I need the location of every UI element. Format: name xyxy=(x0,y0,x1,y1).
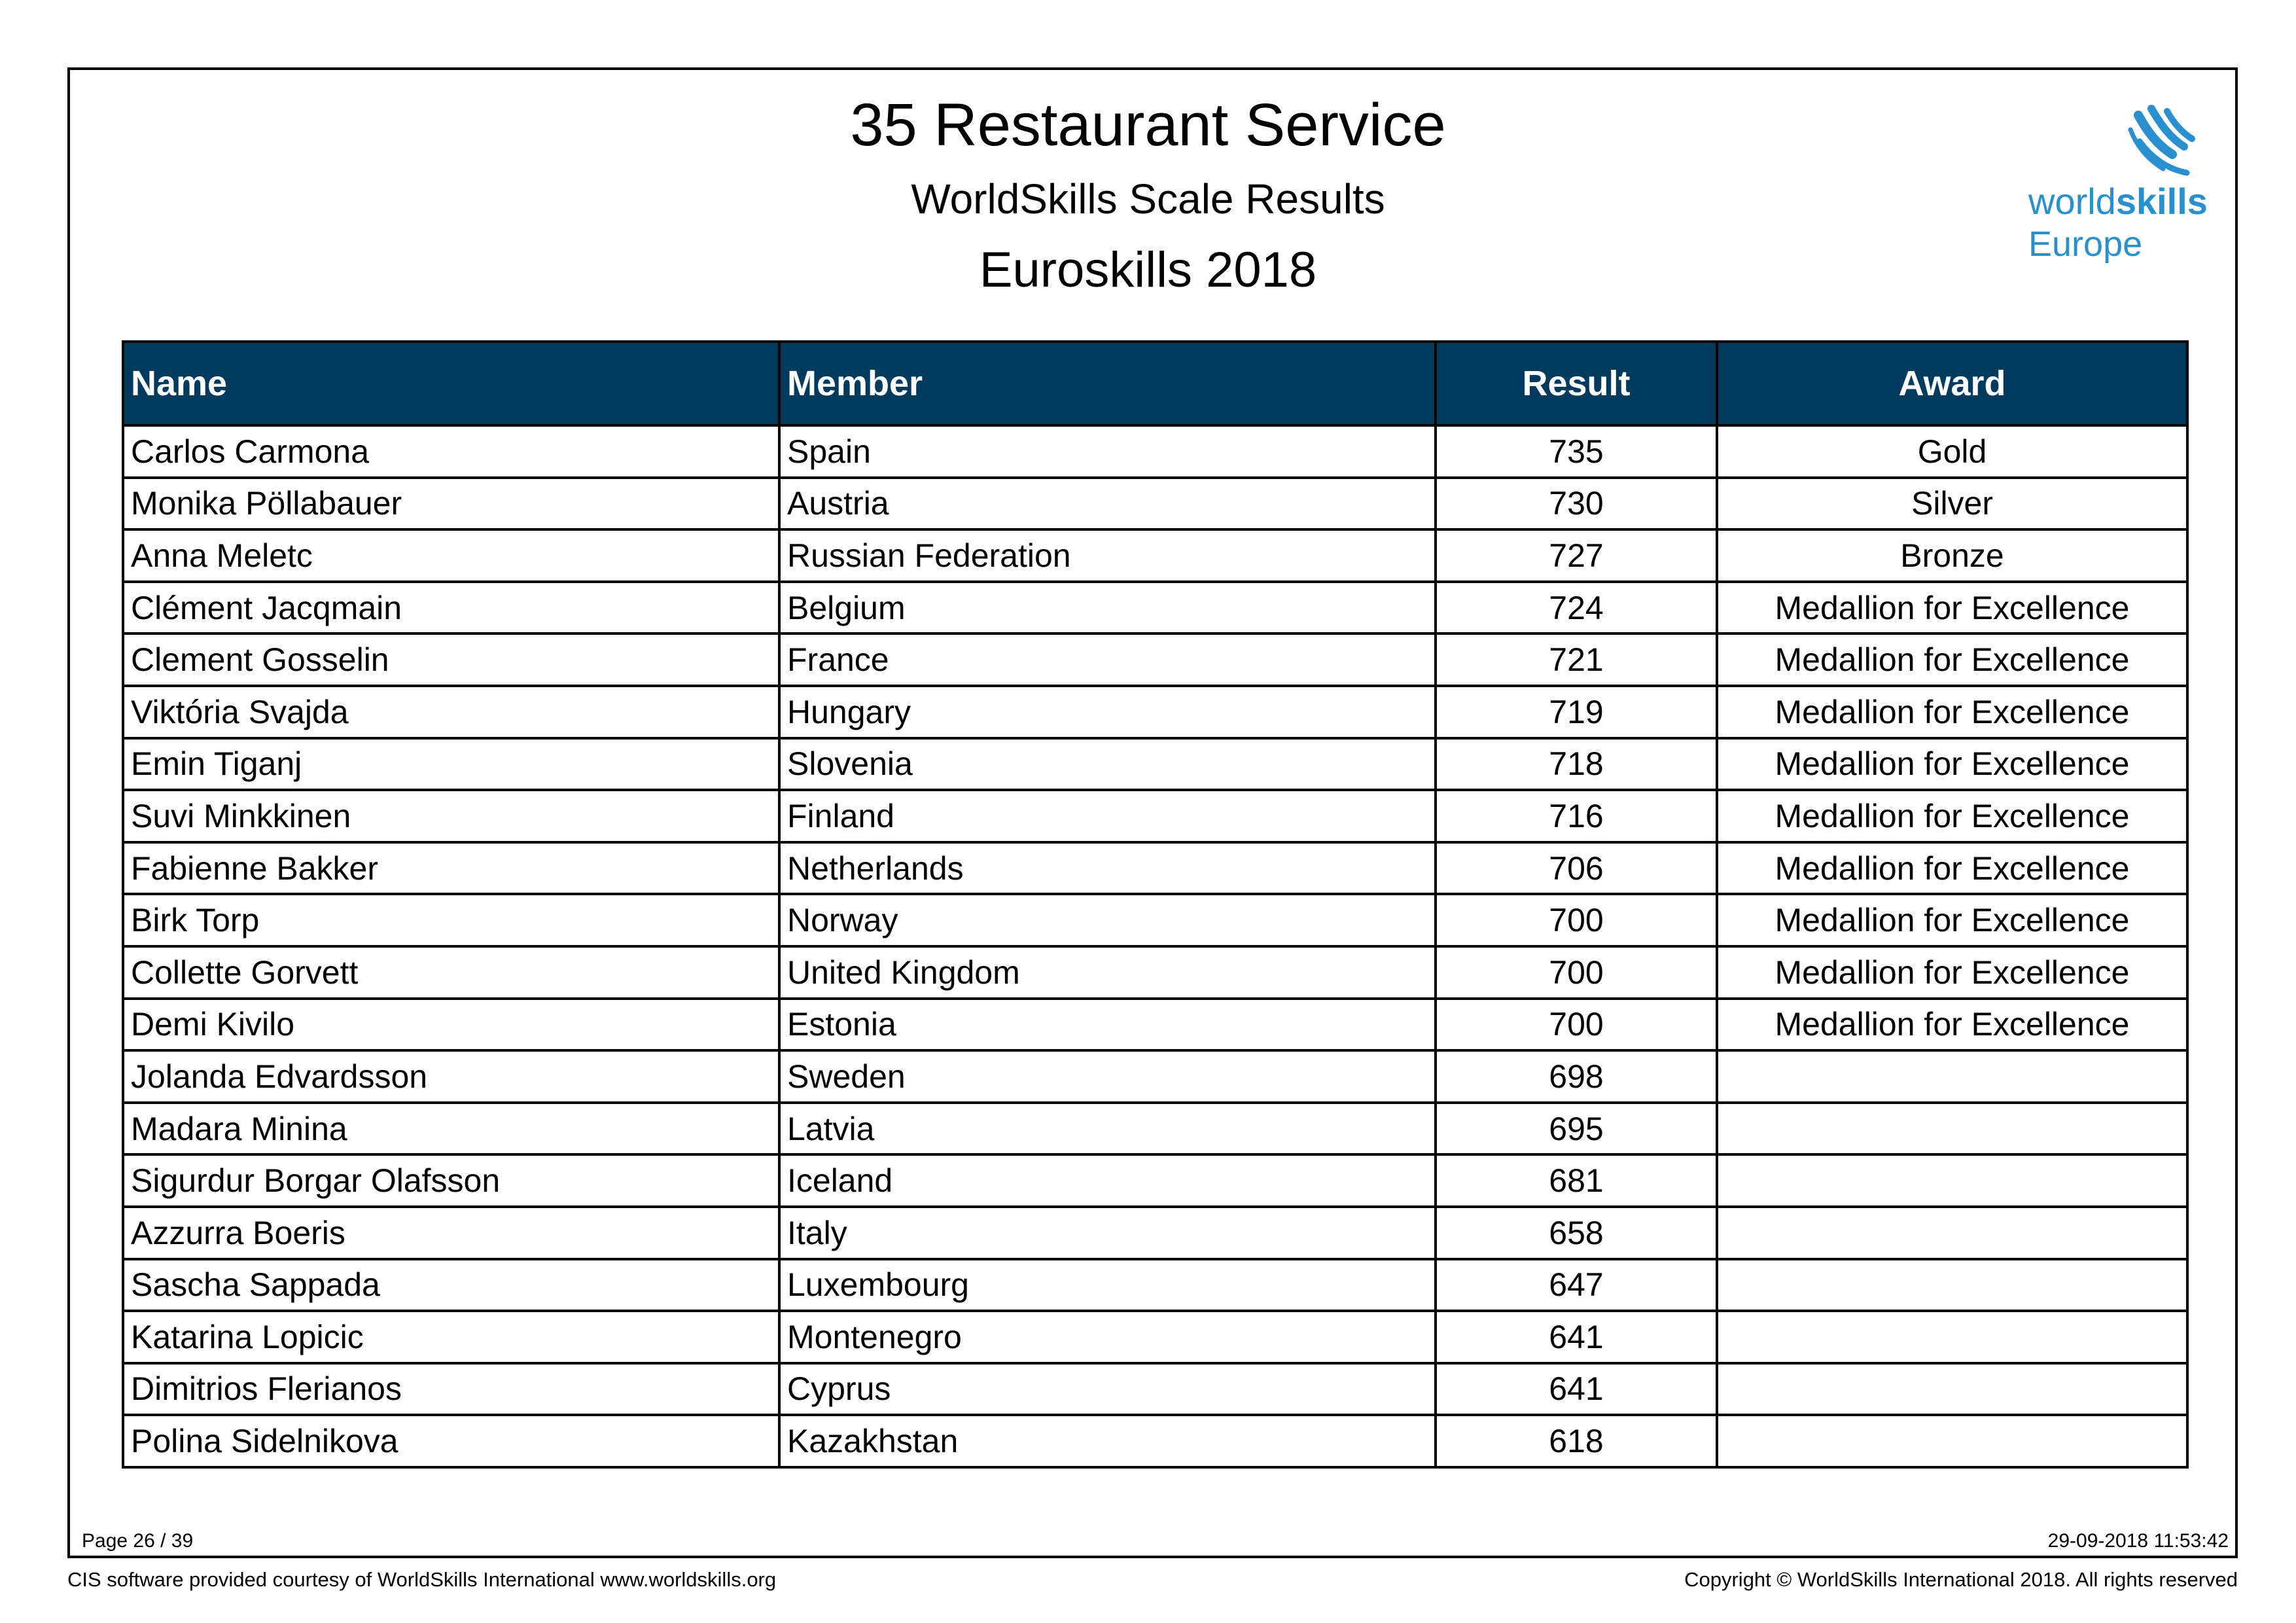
cell-name: Suvi Minkkinen xyxy=(123,790,779,842)
table-row xyxy=(123,1207,2187,1259)
table-row xyxy=(123,1050,2187,1103)
cell-member: Kazakhstan xyxy=(779,1415,1436,1467)
cell-name: Polina Sidelnikova xyxy=(123,1415,779,1467)
cell-name: Monika Pöllabauer xyxy=(123,478,779,530)
cell-member: United Kingdom xyxy=(779,946,1436,999)
cell-award xyxy=(1717,1154,2187,1207)
cell-name: Dimitrios Flerianos xyxy=(123,1363,779,1416)
page-title: 35 Restaurant Service xyxy=(850,92,1446,158)
cell-award: Medallion for Excellence xyxy=(1717,842,2187,895)
table-row xyxy=(123,1363,2187,1416)
cell-name: Sascha Sappada xyxy=(123,1259,779,1311)
table-row xyxy=(123,1103,2187,1155)
cell-result: 695 xyxy=(1436,1103,1717,1155)
cell-name: Birk Torp xyxy=(123,894,779,946)
worldskills-europe-logo xyxy=(2028,98,2208,264)
table-row xyxy=(123,1415,2187,1467)
table-row xyxy=(123,790,2187,842)
cell-name: Azzurra Boeris xyxy=(123,1207,779,1259)
table-header-row xyxy=(123,342,2187,425)
cell-award: Medallion for Excellence xyxy=(1717,790,2187,842)
cell-award xyxy=(1717,1050,2187,1103)
cell-result: 641 xyxy=(1436,1363,1717,1416)
cell-result: 716 xyxy=(1436,790,1717,842)
page-subtitle: WorldSkills Scale Results xyxy=(911,175,1385,223)
cell-result: 700 xyxy=(1436,999,1717,1051)
table-row xyxy=(123,946,2187,999)
table-row xyxy=(123,582,2187,634)
cell-result: 700 xyxy=(1436,946,1717,999)
cell-name: Fabienne Bakker xyxy=(123,842,779,895)
cell-result: 698 xyxy=(1436,1050,1717,1103)
worldskills-logo-icon xyxy=(2127,103,2199,182)
table-row xyxy=(123,894,2187,946)
cell-award: Medallion for Excellence xyxy=(1717,633,2187,686)
column-header-member: Member xyxy=(779,342,1436,425)
cell-member: Russian Federation xyxy=(779,529,1436,582)
cell-name: Jolanda Edvardsson xyxy=(123,1050,779,1103)
cell-member: Slovenia xyxy=(779,738,1436,791)
cell-result: 718 xyxy=(1436,738,1717,791)
cell-name: Carlos Carmona xyxy=(123,425,779,478)
cell-award xyxy=(1717,1259,2187,1311)
cell-member: Norway xyxy=(779,894,1436,946)
results-table xyxy=(122,340,2189,1469)
cell-result: 681 xyxy=(1436,1154,1717,1207)
cell-name: Clement Gosselin xyxy=(123,633,779,686)
cell-award xyxy=(1717,1311,2187,1363)
cell-award: Medallion for Excellence xyxy=(1717,738,2187,791)
cell-name: Collette Gorvett xyxy=(123,946,779,999)
cell-name: Madara Minina xyxy=(123,1103,779,1155)
cell-member: Spain xyxy=(779,425,1436,478)
cell-award xyxy=(1717,1207,2187,1259)
column-header-name: Name xyxy=(123,342,779,425)
cell-result: 641 xyxy=(1436,1311,1717,1363)
copyright-notice: Copyright © WorldSkills International 2018. All rights reserved xyxy=(1684,1568,2238,1591)
table-row xyxy=(123,633,2187,686)
table-row xyxy=(123,425,2187,478)
cell-member: Hungary xyxy=(779,686,1436,738)
cell-member: Finland xyxy=(779,790,1436,842)
table-row xyxy=(123,529,2187,582)
logo-word-world: world xyxy=(2028,181,2116,222)
cell-award: Medallion for Excellence xyxy=(1717,582,2187,634)
cell-result: 658 xyxy=(1436,1207,1717,1259)
cell-member: Cyprus xyxy=(779,1363,1436,1416)
cell-award: Medallion for Excellence xyxy=(1717,686,2187,738)
column-header-award: Award xyxy=(1717,342,2187,425)
cell-result: 721 xyxy=(1436,633,1717,686)
cell-award xyxy=(1717,1363,2187,1416)
cell-member: Luxembourg xyxy=(779,1259,1436,1311)
cell-award xyxy=(1717,1103,2187,1155)
logo-word-skills: skills xyxy=(2115,181,2208,222)
cell-award: Bronze xyxy=(1717,529,2187,582)
cell-member: Austria xyxy=(779,478,1436,530)
software-credits: CIS software provided courtesy of WorldSkills International www.worldskills.org xyxy=(67,1568,777,1591)
cell-member: Italy xyxy=(779,1207,1436,1259)
cell-name: Clément Jacqmain xyxy=(123,582,779,634)
table-row xyxy=(123,842,2187,895)
cell-result: 724 xyxy=(1436,582,1717,634)
cell-result: 647 xyxy=(1436,1259,1717,1311)
column-header-result: Result xyxy=(1436,342,1717,425)
cell-member: Iceland xyxy=(779,1154,1436,1207)
cell-result: 730 xyxy=(1436,478,1717,530)
cell-member: Netherlands xyxy=(779,842,1436,895)
cell-result: 735 xyxy=(1436,425,1717,478)
print-timestamp: 29-09-2018 11:53:42 xyxy=(2047,1530,2229,1552)
cell-result: 618 xyxy=(1436,1415,1717,1467)
cell-member: Sweden xyxy=(779,1050,1436,1103)
table-row xyxy=(123,1311,2187,1363)
cell-award: Medallion for Excellence xyxy=(1717,946,2187,999)
table-row xyxy=(123,999,2187,1051)
cell-award: Medallion for Excellence xyxy=(1717,894,2187,946)
cell-result: 727 xyxy=(1436,529,1717,582)
table-row xyxy=(123,686,2187,738)
cell-name: Sigurdur Borgar Olafsson xyxy=(123,1154,779,1207)
cell-result: 706 xyxy=(1436,842,1717,895)
cell-result: 719 xyxy=(1436,686,1717,738)
table-row xyxy=(123,738,2187,791)
logo-word-europe: Europe xyxy=(2028,224,2143,264)
cell-name: Viktória Svajda xyxy=(123,686,779,738)
cell-name: Anna Meletc xyxy=(123,529,779,582)
cell-name: Demi Kivilo xyxy=(123,999,779,1051)
table-row xyxy=(123,478,2187,530)
table-row xyxy=(123,1259,2187,1311)
logo-text xyxy=(2028,181,2208,264)
cell-award: Silver xyxy=(1717,478,2187,530)
cell-award: Gold xyxy=(1717,425,2187,478)
cell-award: Medallion for Excellence xyxy=(1717,999,2187,1051)
page-number: Page 26 / 39 xyxy=(82,1530,194,1552)
cell-member: Estonia xyxy=(779,999,1436,1051)
cell-member: Belgium xyxy=(779,582,1436,634)
table-row xyxy=(123,1154,2187,1207)
cell-member: France xyxy=(779,633,1436,686)
cell-award xyxy=(1717,1415,2187,1467)
results-table-body xyxy=(123,425,2187,1467)
cell-member: Montenegro xyxy=(779,1311,1436,1363)
cell-name: Emin Tiganj xyxy=(123,738,779,791)
cell-name: Katarina Lopicic xyxy=(123,1311,779,1363)
cell-member: Latvia xyxy=(779,1103,1436,1155)
event-name: Euroskills 2018 xyxy=(979,242,1317,298)
cell-result: 700 xyxy=(1436,894,1717,946)
